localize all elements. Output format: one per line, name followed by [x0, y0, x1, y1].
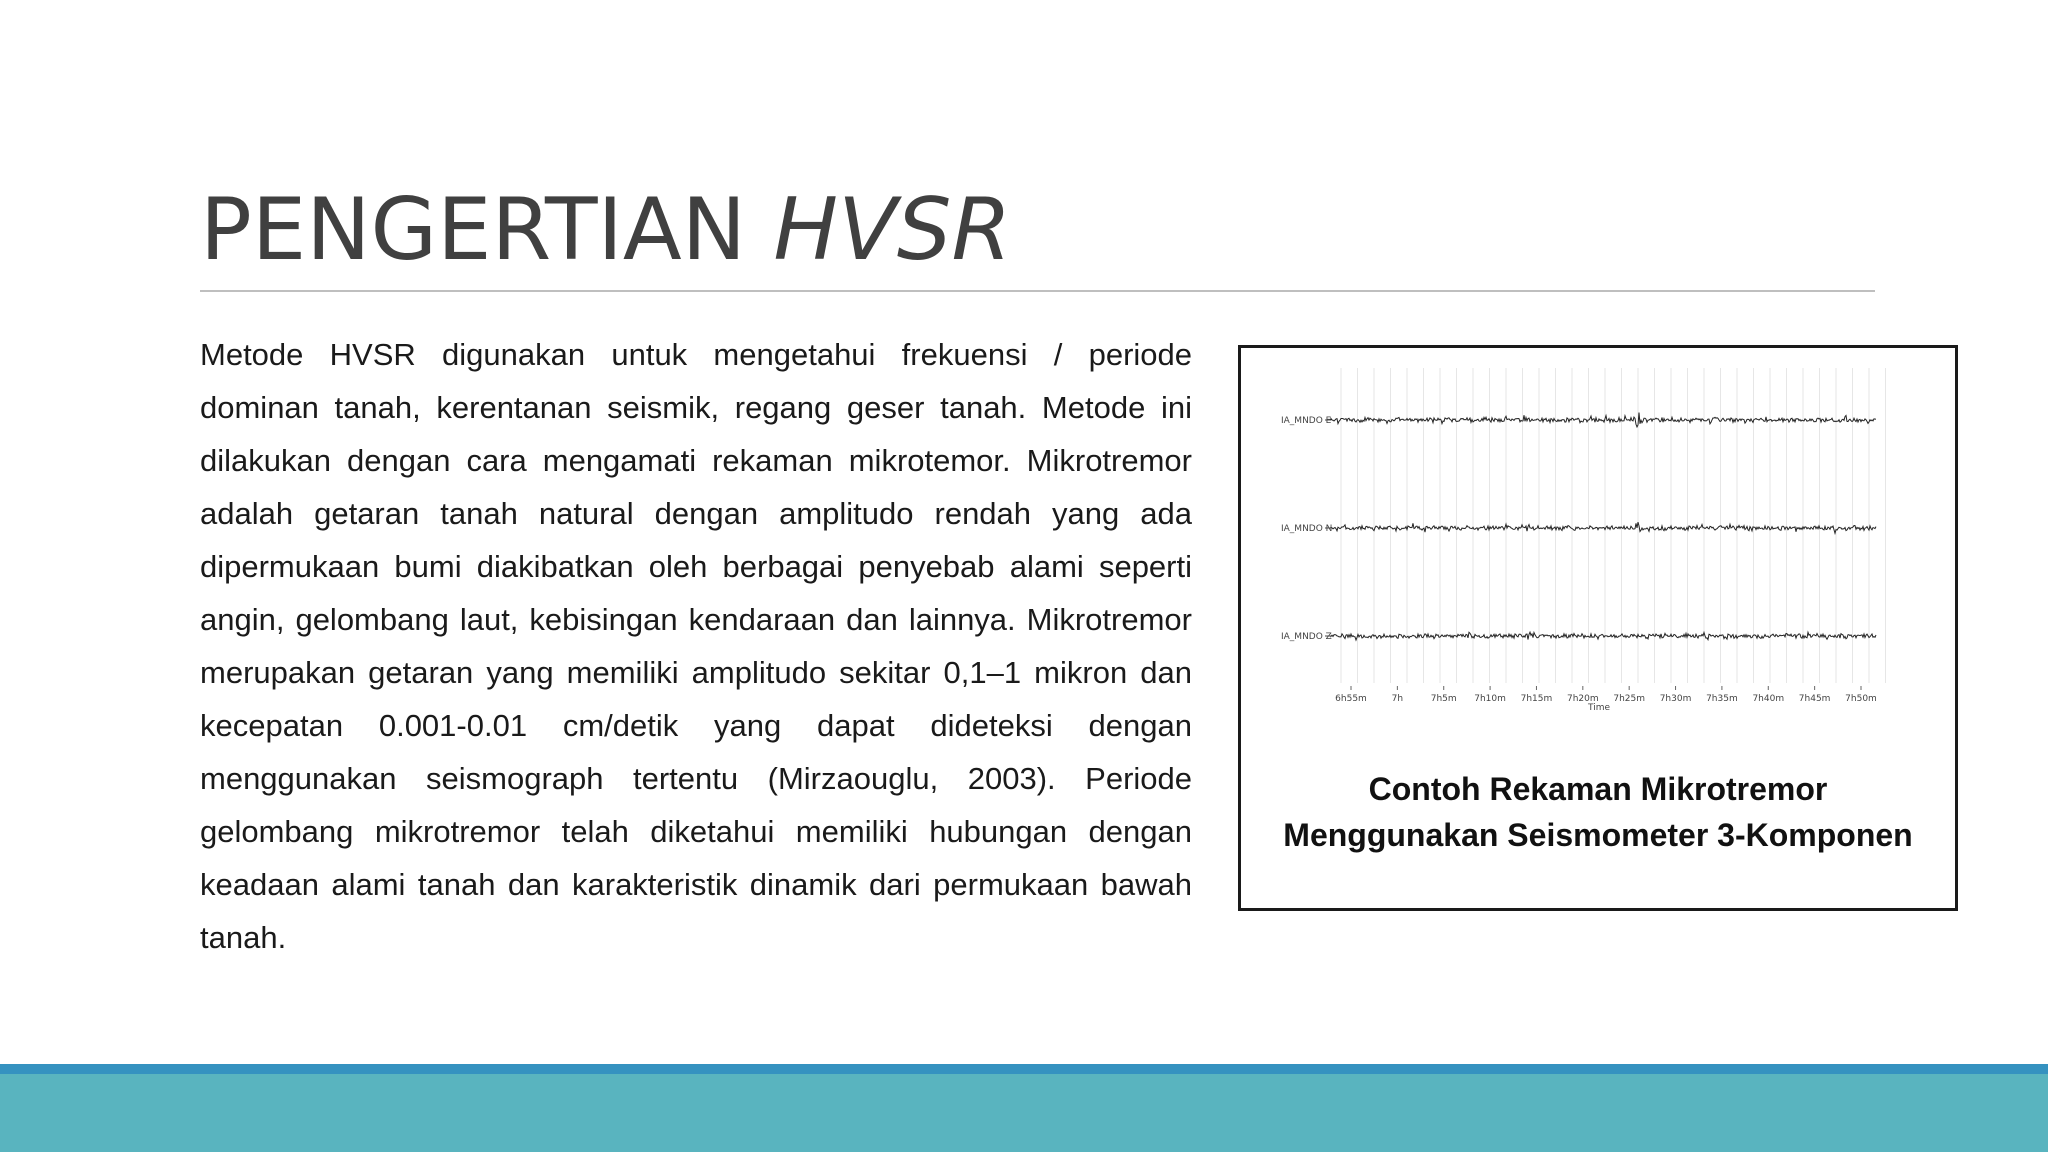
- time-tick-label: 7h35m: [1706, 694, 1738, 704]
- figure-caption: [1241, 766, 1955, 858]
- title-main: PENGERTIAN: [200, 180, 774, 280]
- time-tick-label: 7h: [1391, 694, 1404, 704]
- trace-label: IA_MNDO N: [1281, 524, 1333, 534]
- time-tick-label: 7h5m: [1430, 694, 1457, 704]
- seismic-trace: [1331, 522, 1876, 533]
- time-tick-label: 7h15m: [1520, 694, 1553, 704]
- trace-label: IA_MNDO Z: [1281, 632, 1332, 642]
- caption-line-1: Contoh Rekaman Mikrotremor: [1368, 771, 1828, 807]
- seismic-trace: [1331, 413, 1876, 427]
- footer-band: [0, 1074, 2048, 1152]
- time-tick-label: 7h30m: [1659, 694, 1692, 704]
- figure-box: [1238, 345, 1958, 911]
- seismic-trace: [1331, 632, 1876, 640]
- time-tick-label: 7h20m: [1566, 694, 1599, 704]
- slide-title: [200, 178, 1011, 282]
- time-tick-label: 6h55m: [1335, 694, 1367, 704]
- time-tick-label: 7h25m: [1613, 694, 1646, 704]
- time-tick-label: 7h10m: [1474, 694, 1506, 704]
- title-divider: [200, 290, 1875, 292]
- title-italic: HVSR: [773, 180, 1012, 280]
- caption-line-2: Menggunakan Seismometer 3-Komponen: [1283, 817, 1913, 853]
- time-axis-label: Time: [1587, 703, 1611, 713]
- body-paragraph: Metode HVSR digunakan untuk mengetahui frekuensi / periode dominan tanah, kerentanan seismik, regang geser tanah. Metode ini dilakukan dengan cara mengamati rekaman mikrotemor. Mikrotremor adalah getaran tanah natural dengan amplitudo rendah yang ada dipermukaan bumi diakibatkan oleh berbagai penyebab alami seperti angin, gelombang laut, kebisingan kendaraan dan lainnya. Mikrotremor merupakan getaran yang memiliki amplitudo sekitar 0,1–1 mikron dan kecepatan 0.001-0.01 cm/detik yang dapat dideteksi dengan menggunakan seismograph tertentu (Mirzaouglu, 2003). Periode gelombang mikrotremor telah diketahui memiliki hubungan dengan keadaan alami tanah dan karakteristik dinamik dari permukaan bawah tanah.: [200, 337, 1192, 955]
- seismogram-image: [1241, 348, 1955, 748]
- time-tick-label: 7h45m: [1798, 694, 1831, 704]
- time-tick-label: 7h40m: [1752, 694, 1785, 704]
- trace-label: IA_MNDO E: [1281, 416, 1332, 426]
- footer-band-accent: [0, 1064, 2048, 1074]
- time-tick-label: 7h50m: [1845, 694, 1877, 704]
